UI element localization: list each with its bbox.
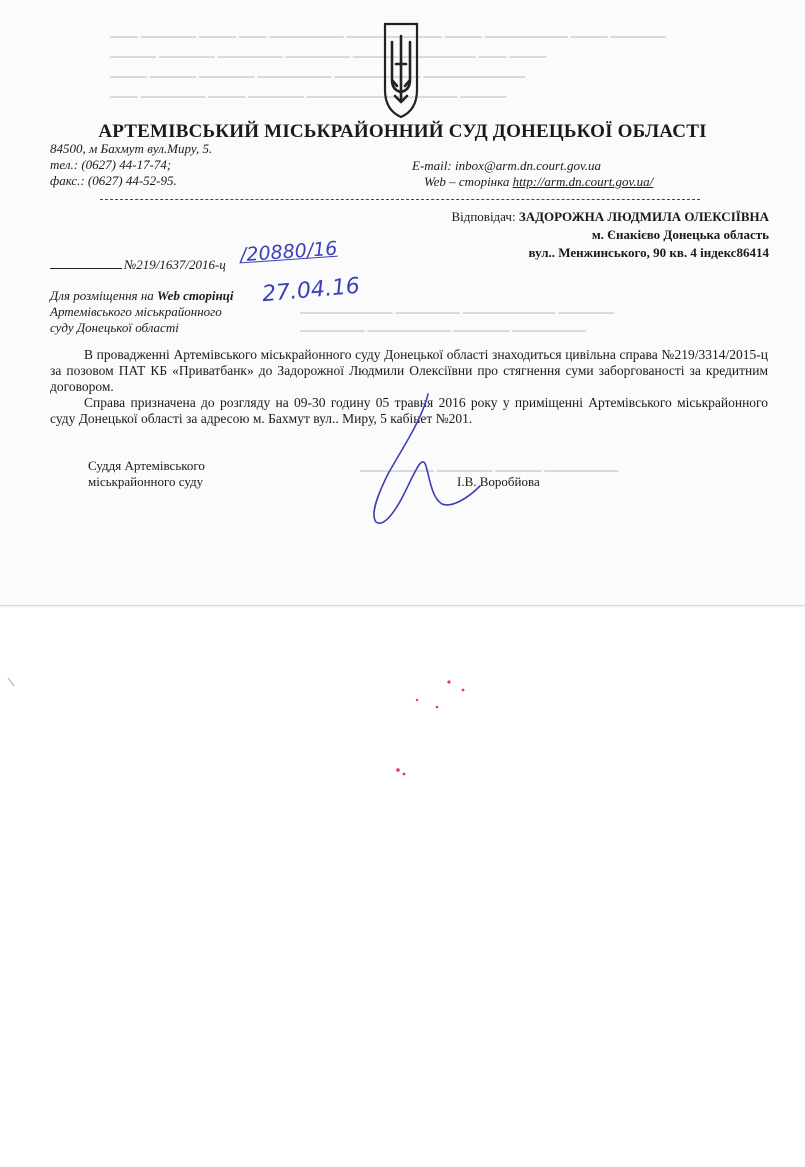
respondent-name: ЗАДОРОЖНА ЛЮДМИЛА ОЛЕКСІЇВНА <box>518 209 769 224</box>
web-note-prefix: Для розміщення на <box>50 288 158 303</box>
trident-emblem-icon <box>381 20 421 120</box>
bleed-through-text: ▁▁▁ ▁▁▁▁▁▁ ▁▁▁▁ ▁▁▁ ▁▁▁▁▁▁▁▁ ▁▁▁▁ ▁▁▁▁▁▁ ▁▁▁▁ ▁▁▁▁▁▁▁▁▁ ▁▁▁▁ ▁▁▁▁▁▁ <box>110 24 667 38</box>
court-title: АРТЕМІВСЬКИЙ МІСЬКРАЙОННИЙ СУД ДОНЕЦЬКОЇ ОБЛАСТІ <box>98 121 707 142</box>
court-address-block <box>50 141 212 189</box>
respondent-label: Відповідач: <box>451 209 519 224</box>
judge-title <box>88 458 205 490</box>
handwritten-signature <box>330 390 500 530</box>
respondent-line <box>451 208 769 226</box>
court-address: 84500, м Бахмут вул.Миру, 5. <box>50 141 213 156</box>
outgoing-number: №219/1637/2016-ц <box>124 257 226 272</box>
judge-name: І.В. Воробйова <box>457 474 540 489</box>
body-paragraph-1: В провадженні Артемівського міськрайонного суду Донецької області знаходиться цивільна справа №219/3314/2015-ц за позовом ПАТ КБ «Приватбанк» до Задорожної Людмили Олексіївни про стягнення суми заборгованості за кредитним договором. <box>50 347 768 394</box>
scan-specks <box>0 606 805 1167</box>
court-online-block <box>412 158 653 190</box>
web-note-suffix: сторінці <box>179 288 234 303</box>
judge-title-line2: міськрайонного суду <box>88 474 204 489</box>
respondent-street: вул.. Менжинського, 90 кв. 4 індекс86414 <box>528 245 769 260</box>
bleed-through-text: ▁▁▁▁▁ ▁▁▁▁▁▁ ▁▁▁▁▁▁▁ ▁▁▁▁▁▁▁ ▁▁▁▁▁ ▁▁▁▁▁▁▁▁ ▁▁▁ ▁▁▁▁ <box>110 44 547 58</box>
bleed-through-text: ▁▁▁▁▁▁▁▁ ▁▁▁▁▁▁ ▁▁▁▁▁ ▁▁▁▁▁▁▁▁ <box>360 458 619 472</box>
outgoing-number-line <box>50 257 226 273</box>
court-web-link[interactable]: http://arm.dn.court.gov.ua/ <box>512 174 654 189</box>
web-placement-note <box>50 288 234 336</box>
web-note-line3: суду Донецької області <box>50 320 179 335</box>
respondent-city: м. Єнакієво Донецька область <box>591 227 769 242</box>
respondent-block <box>451 208 769 262</box>
header-divider <box>100 199 700 200</box>
court-email: E-mail: inbox@arm.dn.court.gov.ua <box>412 158 601 173</box>
bleed-through-text: ▁▁▁▁▁▁▁▁▁▁ ▁▁▁▁▁▁▁ ▁▁▁▁▁▁▁▁▁▁ ▁▁▁▁▁▁ <box>300 300 614 314</box>
court-web-line <box>412 174 653 190</box>
bleed-through-text: ▁▁▁▁▁▁▁ ▁▁▁▁▁▁▁▁▁ ▁▁▁▁▁▁ ▁▁▁▁▁▁▁▁ <box>300 318 586 332</box>
web-note-line2: Артемівського міськрайонного <box>50 304 222 319</box>
judge-title-line1: Суддя Артемівського <box>88 458 205 473</box>
court-phone: тел.: (0627) 44-17-74; <box>50 157 172 172</box>
court-web-label: Web – сторінка <box>424 174 513 189</box>
body-paragraph-2: Справа призначена до розгляду на 09-30 годину 05 травня 2016 року у приміщенні Артемівського міськрайонного суду Донецької області за адресою м. Бахмут вул.. Миру, 5 кабінет №201. <box>50 395 768 426</box>
number-blank-line <box>50 268 122 269</box>
handwritten-registration-number: /20880/16 <box>239 237 339 267</box>
web-note-web-word: Web <box>157 288 180 303</box>
court-fax: факс.: (0627) 44-52-95. <box>50 173 177 188</box>
bleed-through-text: ▁▁▁ ▁▁▁▁▁▁▁ ▁▁▁▁ ▁▁▁▁▁▁ ▁▁▁▁▁▁▁▁▁▁ ▁▁▁▁▁▁ ▁▁▁▁▁ <box>110 84 507 98</box>
handwritten-date: 27.04.16 <box>261 273 361 308</box>
bleed-through-text: ▁▁▁▁ ▁▁▁▁▁ ▁▁▁▁▁▁ ▁▁▁▁▁▁▁▁ ▁▁▁▁▁▁ ▁▁▁ ▁▁▁▁▁▁▁▁▁▁▁ <box>110 64 525 78</box>
